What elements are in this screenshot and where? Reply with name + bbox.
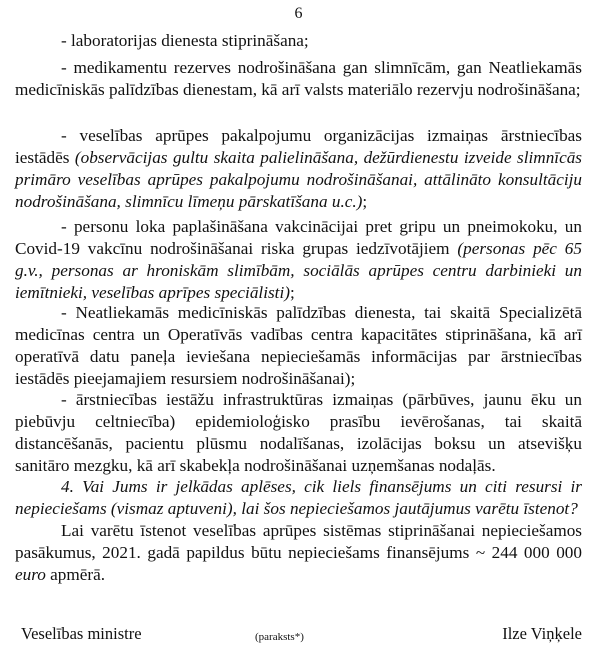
page-number: 6 [294, 5, 303, 22]
question-4: 4. Vai Jums ir jelkādas aplēses, cik liels finansējums un citi resursi ir nepieciešams (vismaz aptuveni), lai šos nepieciešamos jautājumus varētu īstenot? [15, 477, 582, 518]
list-item-infrastructure: - ārstniecības iestāžu infrastruktūras izmaiņas (pārbūves, jaunu ēku un piebūvju celtniecība) epidemioloģisko prasību ievērošanas, tai skaitā distancēšanās, pacientu plūsmu nodalīšanas, izolācijas boksu un atsevišķu sanitāro mezgku, kā arī skabekļa nodrošināšanai uzņemšanas nodaļās. [15, 390, 582, 475]
list-item-medication-reserves: - medikamentu rezerves nodrošināšana gan slimnīcām, gan Neatliekamās medicīniskās palīdzības dienestam, kā arī valsts materiālo rezervju nodrošināšana; [15, 58, 582, 99]
list-item-laboratory: - laboratorijas dienesta stiprināšana; [61, 31, 309, 50]
signature-mark: (paraksts*) [255, 631, 304, 643]
answer-paragraph: Lai varētu īstenot veselības aprūpes sistēmas stiprināšanai nepieciešamos pasākumus, 2021. gadā papildus būtu nepieciešams finansējums ~ 244 000 000 euro apmērā. [15, 521, 582, 584]
list-item-healthcare-organization: - veselības aprūpes pakalpojumu organizācijas izmaiņas ārstniecības iestādēs (observācijas gultu skaita palielināšana, dežūrdienestu izveide slimnīcās primāro veselības aprūpes pakalpojumu nodrošināšanai, attālināto konsultāciju nodrošināšana, slimnīcu līmeņu pārskatīšana u.c.); [15, 126, 582, 211]
signature-title: Veselības ministre [21, 624, 142, 643]
signatory-name: Ilze Viņķele [502, 624, 582, 643]
list-item-emergency-service: - Neatliekamās medicīniskās palīdzības dienesta, tai skaitā Specializētā medicīnas centra un Operatīvās vadības centra kapacitātes stiprināšana, kā arī operatīvā datu paneļa ieviešana nepieciešamās informācijas par ārstniecības iestādēs pieejamajiem resursiem nodrošināšanai); [15, 303, 582, 388]
list-item-vaccination: - personu loka paplašināšana vakcinācijai pret gripu un pneimokoku, un Covid-19 vakcīnu nodrošināšanai riska grupas iedzīvotājiem (personas pēc 65 g.v., personas ar hroniskām slimībām, sociālās aprūpes centru darbinieki un iemītnieki, veselības aprīpes speciālisti); [15, 217, 582, 302]
